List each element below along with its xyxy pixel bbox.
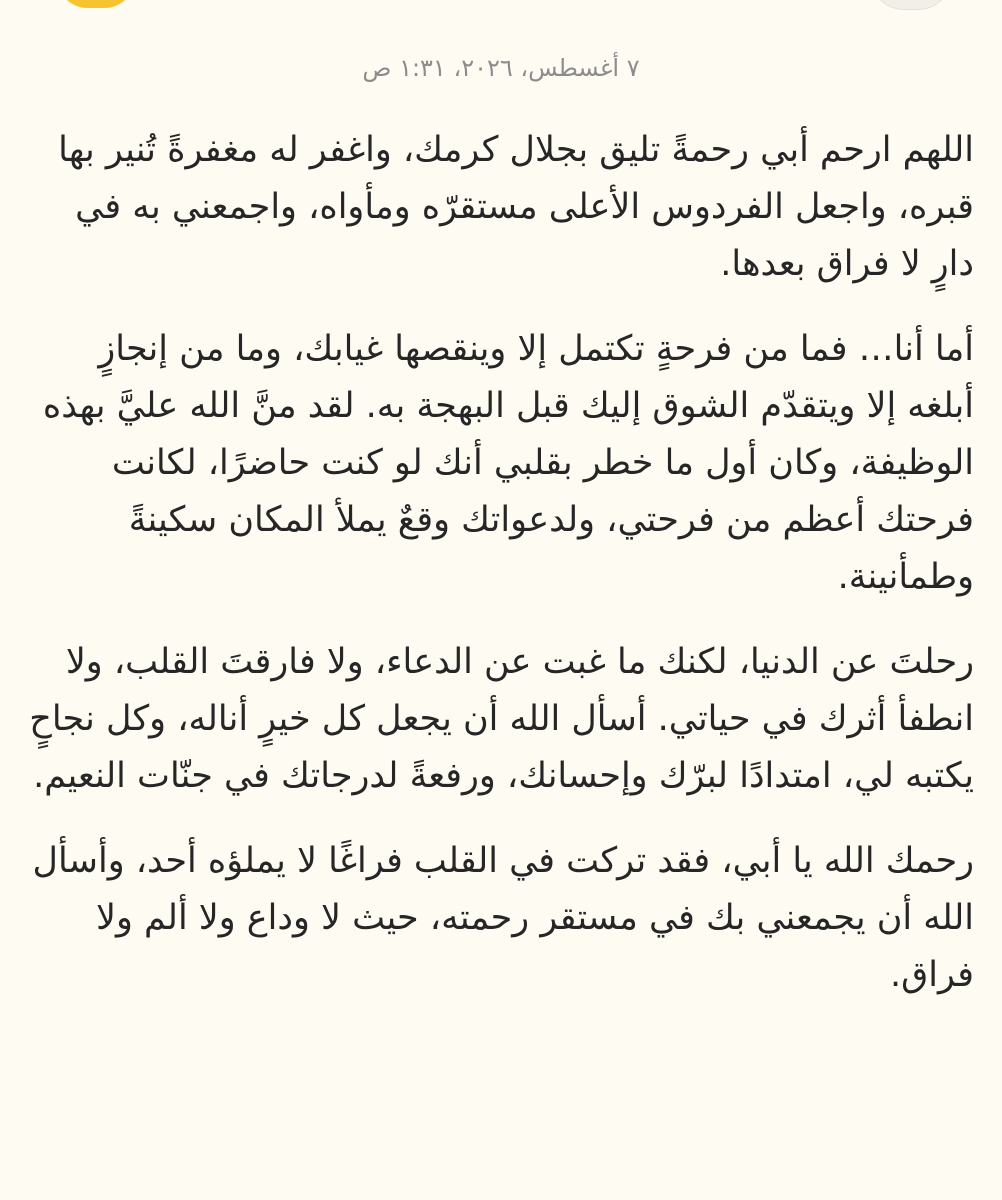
note-timestamp: ٧ أغسطس، ٢٠٢٦، ١:٣١ ص — [362, 54, 640, 82]
top-bar — [0, 0, 1002, 40]
gray-button-partial[interactable] — [870, 0, 952, 10]
note-paragraph: أما أنا… فما من فرحةٍ تكتمل إلا وينقصها غيابك، وما من إنجازٍ أبلغه إلا ويتقدّم الشوق إليك قبل البهجة به. لقد منَّ الله عليَّ بهذه الوظيفة، وكان أول ما خطر بقلبي أنك لو كنت حاضرًا، لكانت فرحتك أعظم من فرحتي، ولدعواتك وقعٌ يملأ المكان سكينةً وطمأنينة. — [42, 329, 974, 597]
note-paragraph: رحلتَ عن الدنيا، لكنك ما غبت عن الدعاء، ولا فارقتَ القلب، ولا انطفأ أثرك في حياتي. أسأل الله أن يجعل كل خيرٍ أناله، وكل نجاحٍ يكتبه لي، امتدادًا لبرّك وإحسانك، ورفعةً لدرجاتك في جنّات النعيم. — [29, 642, 974, 796]
note-paragraph: رحمك الله يا أبي، فقد تركت في القلب فراغًا لا يملؤه أحد، وأسأل الله أن يجمعني بك في مستقر رحمته، حيث لا وداع ولا ألم ولا فراق. — [32, 841, 974, 995]
yellow-button-partial[interactable] — [56, 0, 136, 8]
note-body[interactable] — [28, 122, 974, 1192]
note-paragraph: اللهم ارحم أبي رحمةً تليق بجلال كرمك، واغفر له مغفرةً تُنير بها قبره، واجعل الفردوس الأعلى مستقرّه ومأواه، واجمعني به في دارٍ لا فراق بعدها. — [58, 130, 974, 284]
